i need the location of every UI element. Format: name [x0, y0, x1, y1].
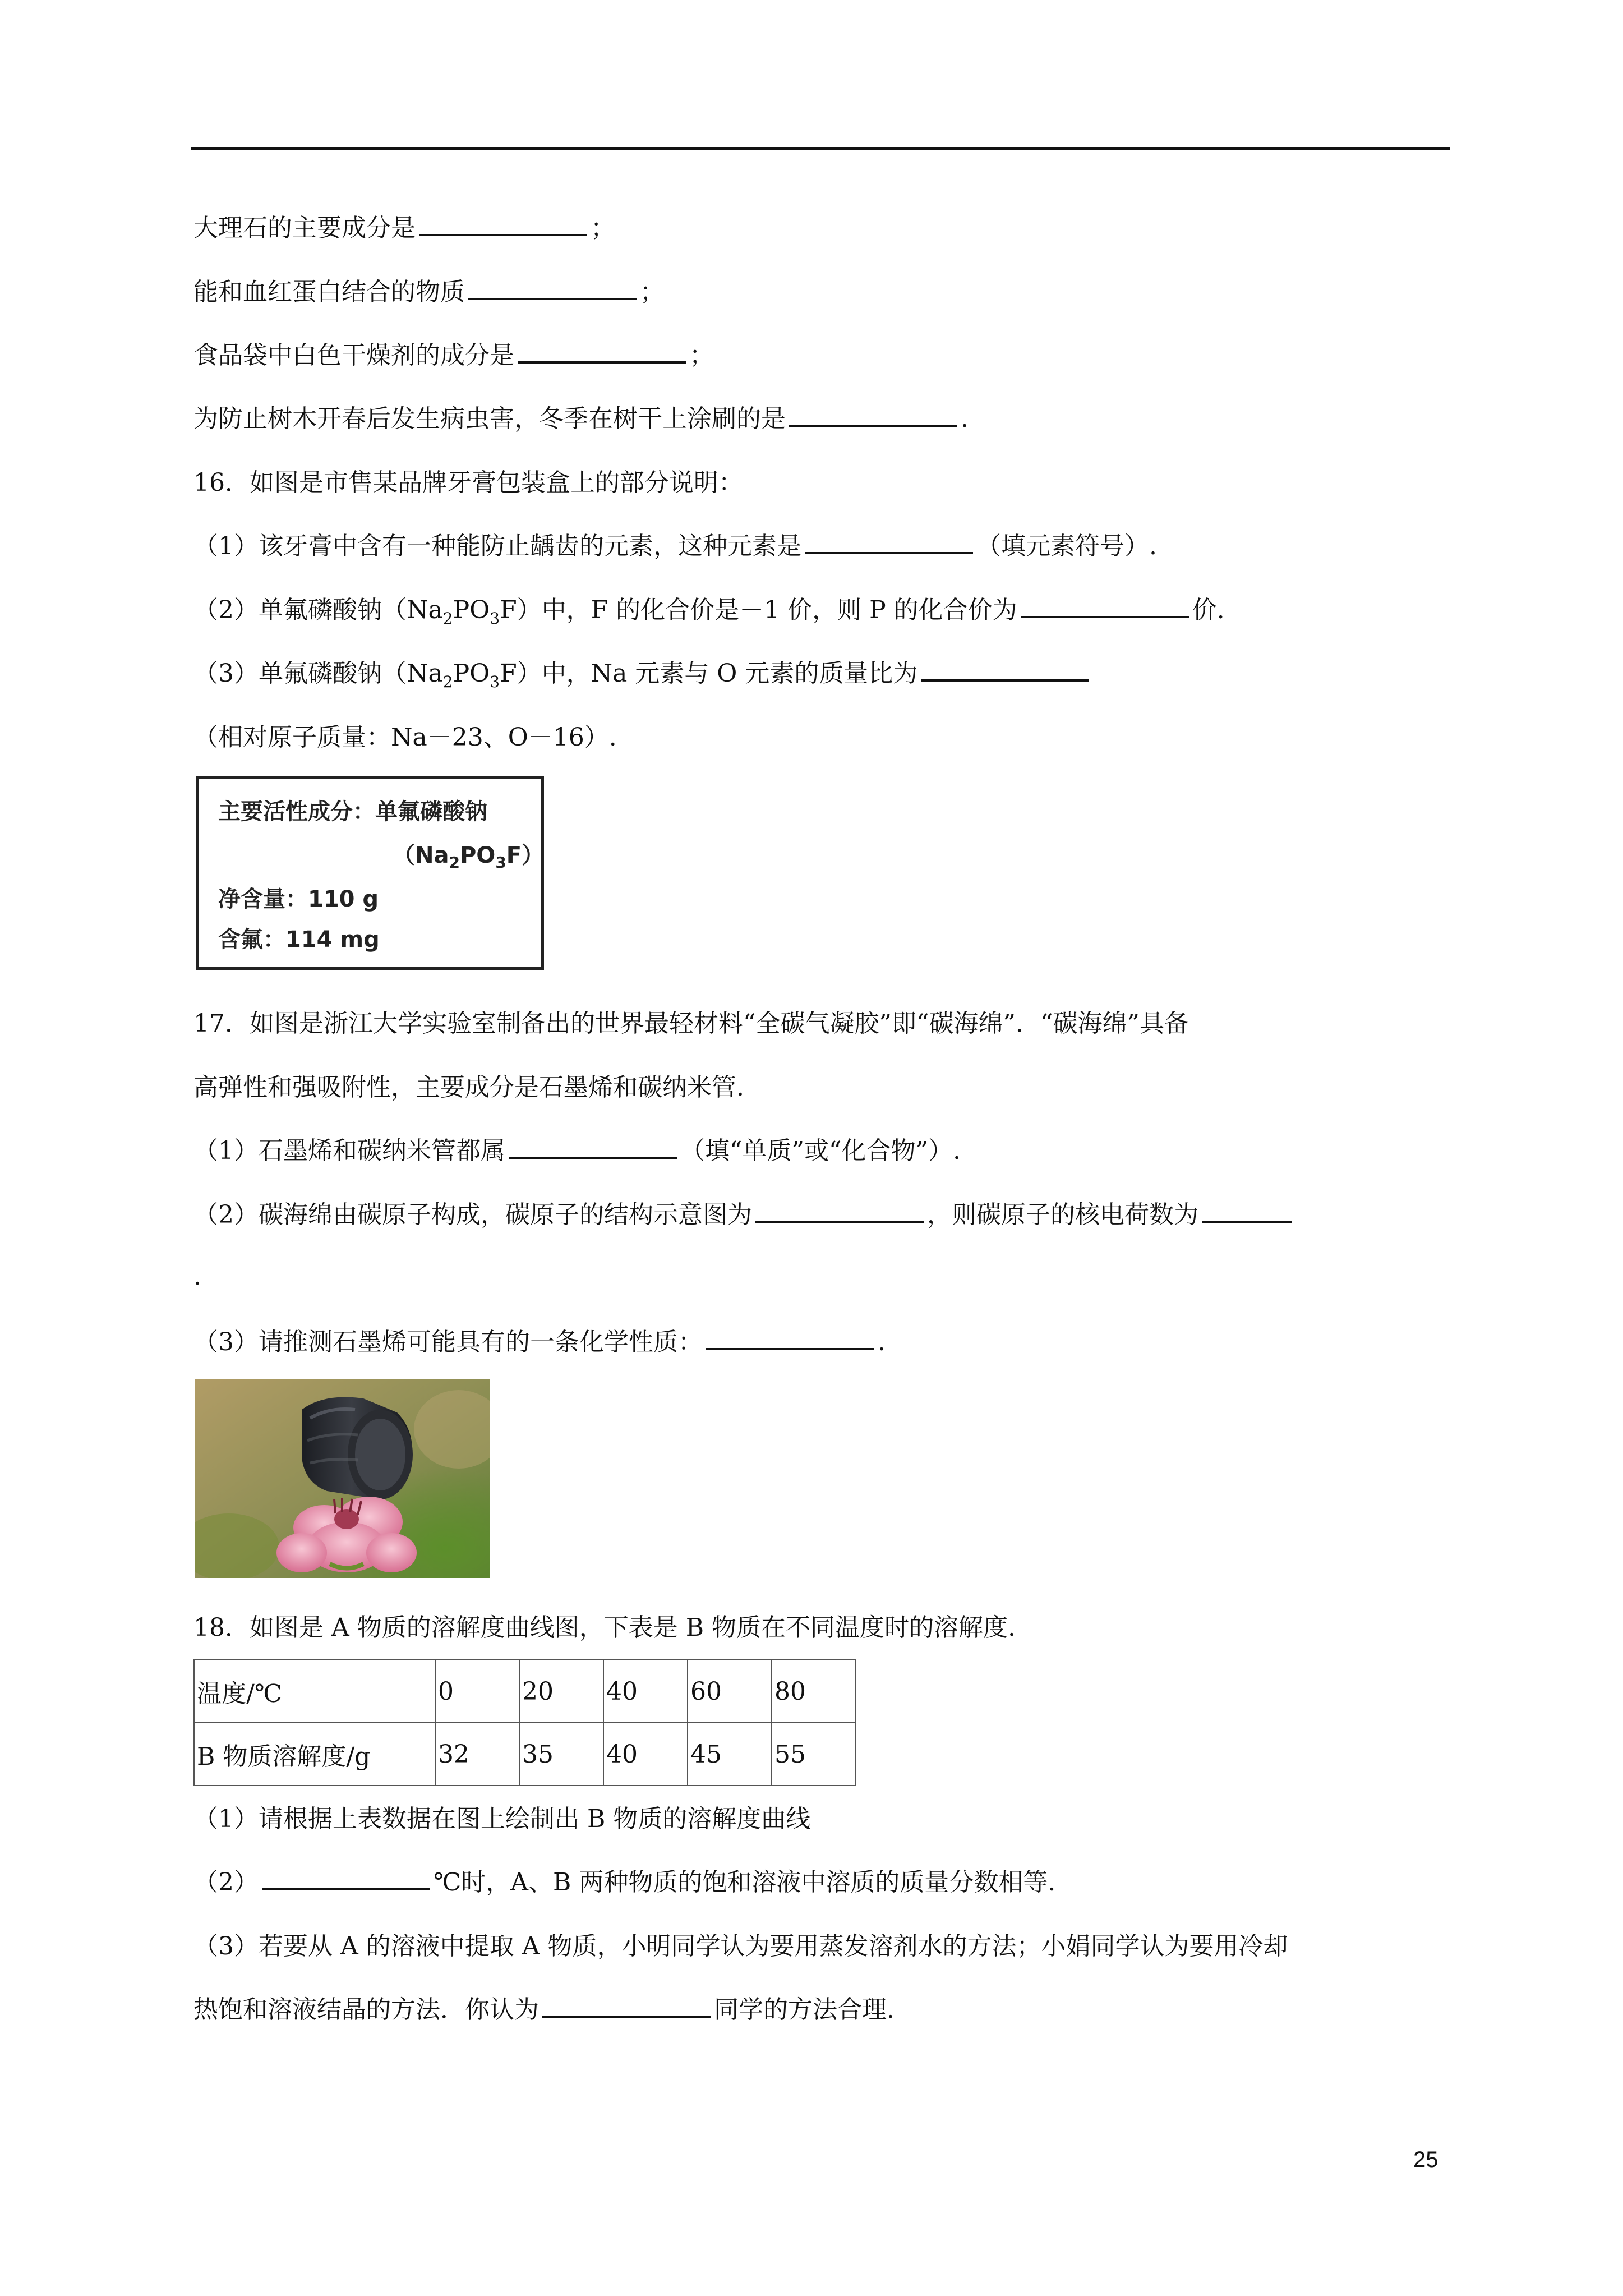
- answer-blank[interactable]: [1202, 1199, 1292, 1223]
- q18-part2: [193, 1866, 1055, 1899]
- toothpaste-label: [196, 776, 544, 970]
- q16-part1-text: （1）该牙膏中含有一种能防止龋齿的元素，这种元素是: [193, 532, 801, 560]
- table-row: [194, 1723, 856, 1786]
- q16-part1: [193, 530, 1157, 563]
- q17-part1-text: （1）石墨烯和碳纳米管都属: [193, 1137, 505, 1165]
- line-text: 为防止树木开春后发生病虫害，冬季在树干上涂刷的是: [193, 404, 786, 433]
- label-formula: （Na: [393, 843, 449, 868]
- table-row: [194, 1660, 856, 1723]
- solubility-table: [193, 1659, 856, 1786]
- q16-part2-text-b: F）中，F 的化合价是－1 价，则 P 的化合价为: [500, 596, 1017, 624]
- answer-blank[interactable]: [921, 658, 1089, 682]
- answer-line-4: [193, 402, 969, 436]
- label-line-1: 主要活性成分：单氟磷酸钠: [218, 799, 487, 825]
- answer-line-2: [193, 275, 665, 309]
- q17-part3-suffix: .: [878, 1328, 886, 1356]
- label-line-3: 净含量：110 g: [218, 886, 379, 912]
- answer-blank[interactable]: [1021, 595, 1189, 618]
- line-end: ；: [640, 278, 665, 306]
- answer-blank[interactable]: [755, 1199, 924, 1223]
- q18-part3-suffix: 同学的方法合理.: [714, 1995, 895, 2024]
- answer-line-1: [193, 211, 615, 245]
- q16-part3: [193, 657, 1092, 699]
- table-cell: 35: [519, 1723, 603, 1786]
- answer-blank[interactable]: [468, 277, 637, 300]
- table-cell: 60: [688, 1660, 772, 1723]
- q16-part3-text: （3）单氟磷酸钠（Na: [193, 659, 443, 688]
- label-line-2: [393, 840, 544, 878]
- q18-part3-line2: [193, 1993, 895, 2027]
- line-end: ；: [591, 214, 615, 242]
- q17-part2-dot: .: [193, 1262, 201, 1291]
- line-text: 能和血红蛋白结合的物质: [193, 278, 465, 306]
- table-cell: 40: [603, 1660, 688, 1723]
- header-rule: [191, 147, 1450, 150]
- formula-part: PO: [453, 596, 490, 624]
- q18-part2-text: ℃时，A、B 两种物质的饱和溶液中溶质的质量分数相等.: [434, 1868, 1056, 1897]
- q16-part1-suffix: （填元素符号）.: [976, 532, 1157, 560]
- q16-stem: 16．如图是市售某品牌牙膏包装盒上的部分说明：: [193, 468, 743, 497]
- line-text: 食品袋中白色干燥剂的成分是: [193, 341, 514, 370]
- line-text: 大理石的主要成分是: [193, 214, 416, 242]
- q18-part2-prefix: （2）: [193, 1868, 259, 1897]
- table-header-cell: B 物质溶解度/g: [194, 1723, 435, 1786]
- table-cell: 80: [772, 1660, 856, 1723]
- table-cell: 45: [688, 1723, 772, 1786]
- formula-part: PO: [453, 659, 490, 688]
- carbon-sponge-photo: [195, 1379, 490, 1578]
- answer-blank[interactable]: [805, 531, 973, 554]
- answer-blank[interactable]: [789, 403, 957, 427]
- label-line-4: 含氟：114 mg: [218, 927, 380, 953]
- q17-part2-text: （2）碳海绵由碳原子构成，碳原子的结构示意图为: [193, 1200, 752, 1229]
- answer-blank[interactable]: [542, 1994, 711, 2018]
- label-formula: PO: [459, 843, 496, 868]
- q17-part1-suffix: （填“单质”或“化合物”）.: [680, 1137, 961, 1165]
- label-formula: F）: [506, 843, 545, 868]
- q17-stem-2: 高弹性和强吸附性，主要成分是石墨烯和碳纳米管.: [193, 1073, 744, 1102]
- q16-note: （相对原子质量：Na－23、O－16）.: [193, 723, 617, 752]
- q17-part1: [193, 1134, 961, 1168]
- table-cell: 40: [603, 1723, 688, 1786]
- subscript: 3: [495, 853, 506, 872]
- answer-blank[interactable]: [706, 1327, 874, 1350]
- subscript: 3: [490, 609, 500, 628]
- q18-part3-line1: （3）若要从 A 的溶液中提取 A 物质，小明同学认为要用蒸发溶剂水的方法；小娟同学认为要用冷却: [193, 1932, 1288, 1961]
- q16-part3-text-b: F）中，Na 元素与 O 元素的质量比为: [500, 659, 918, 688]
- q18-stem: 18．如图是 A 物质的溶解度曲线图，下表是 B 物质在不同温度时的溶解度.: [193, 1613, 1016, 1642]
- carbon-sponge: [302, 1397, 413, 1500]
- table-cell: 20: [519, 1660, 603, 1723]
- q17-part3-text: （3）请推测石墨烯可能具有的一条化学性质：: [193, 1328, 703, 1356]
- line-end: ；: [689, 341, 714, 370]
- table-cell: 55: [772, 1723, 856, 1786]
- answer-blank[interactable]: [509, 1135, 677, 1159]
- q17-part3: [193, 1326, 886, 1359]
- table-header-cell: 温度/℃: [194, 1660, 435, 1723]
- q18-part1: （1）请根据上表数据在图上绘制出 B 物质的溶解度曲线: [193, 1805, 811, 1833]
- line-end: .: [961, 404, 969, 433]
- answer-line-3: [193, 339, 714, 372]
- subscript: 2: [442, 609, 453, 628]
- q17-part2: [193, 1198, 1295, 1232]
- subscript: 3: [490, 672, 500, 691]
- q18-part3-text: 热饱和溶液结晶的方法．你认为: [193, 1995, 539, 2024]
- answer-blank[interactable]: [419, 213, 587, 236]
- q16-part2-suffix: 价.: [1192, 596, 1225, 624]
- q17-stem-1: 17．如图是浙江大学实验室制备出的世界最轻材料“全碳气凝胶”即“碳海绵”．“碳海绵”具备: [193, 1009, 1189, 1038]
- q16-part2: [193, 593, 1225, 636]
- q17-part2-text-b: ，则碳原子的核电荷数为: [927, 1200, 1198, 1229]
- subscript: 2: [442, 672, 453, 691]
- answer-blank[interactable]: [518, 340, 686, 364]
- subscript: 2: [449, 853, 460, 872]
- table-cell: 32: [435, 1723, 519, 1786]
- table-cell: 0: [435, 1660, 519, 1723]
- answer-blank[interactable]: [262, 1867, 430, 1890]
- q16-part2-text: （2）单氟磷酸钠（Na: [193, 596, 443, 624]
- page-number: 25: [1413, 2147, 1438, 2172]
